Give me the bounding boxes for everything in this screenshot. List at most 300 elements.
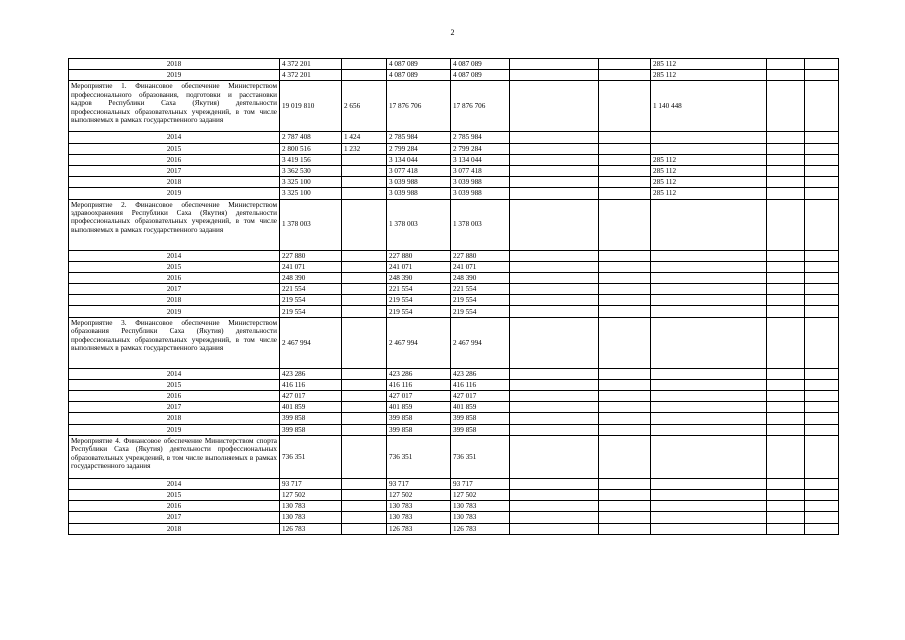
table-cell-v2	[342, 284, 387, 295]
table-cell-v4: 4 087 089	[451, 70, 510, 81]
table-cell-v2	[342, 154, 387, 165]
table-row-year	[69, 154, 839, 165]
table-cell-v1: 2 800 516	[280, 143, 342, 154]
table-cell-v3: 127 502	[387, 489, 451, 500]
table-cell-v9	[805, 284, 839, 295]
table-cell-v3: 1 378 003	[387, 199, 451, 250]
table-cell-v3: 427 017	[387, 391, 451, 402]
table-cell-v8	[767, 295, 805, 306]
table-cell-v8	[767, 489, 805, 500]
table-cell-v6	[599, 199, 651, 250]
table-cell-v7	[651, 523, 767, 534]
table-cell-v1: 3 419 156	[280, 154, 342, 165]
year-label: 2017	[69, 284, 280, 295]
table-row-year	[69, 132, 839, 143]
table-cell-v7	[651, 379, 767, 390]
table-cell-v6	[599, 391, 651, 402]
table-cell-v6	[599, 165, 651, 176]
table-cell-v2	[342, 413, 387, 424]
table-cell-v8	[767, 478, 805, 489]
table-cell-v9	[805, 70, 839, 81]
table-cell-v2	[342, 478, 387, 489]
table-cell-v3: 2 785 984	[387, 132, 451, 143]
table-cell-v4: 423 286	[451, 368, 510, 379]
table-cell-v9	[805, 489, 839, 500]
table-cell-v5	[510, 489, 599, 500]
table-cell-v6	[599, 478, 651, 489]
year-label: 2015	[69, 379, 280, 390]
table-row-measure	[69, 317, 839, 368]
table-cell-v1: 401 859	[280, 402, 342, 413]
table-cell-v5	[510, 478, 599, 489]
table-cell-v8	[767, 284, 805, 295]
table-cell-v8	[767, 143, 805, 154]
table-cell-v8	[767, 59, 805, 70]
table-cell-v7	[651, 424, 767, 435]
table-cell-v1: 219 554	[280, 306, 342, 317]
table-cell-v5	[510, 250, 599, 261]
table-cell-v7	[651, 143, 767, 154]
year-label: 2018	[69, 59, 280, 70]
table-cell-v6	[599, 177, 651, 188]
table-row-year	[69, 261, 839, 272]
table-cell-v6	[599, 512, 651, 523]
table-cell-v4: 93 717	[451, 478, 510, 489]
table-cell-v4: 3 039 988	[451, 188, 510, 199]
table-cell-v2	[342, 272, 387, 283]
table-cell-v6	[599, 81, 651, 132]
table-cell-v4: 401 859	[451, 402, 510, 413]
table-cell-v4: 248 390	[451, 272, 510, 283]
table-cell-v4: 219 554	[451, 306, 510, 317]
table-cell-v4: 3 134 044	[451, 154, 510, 165]
table-cell-v4: 3 077 418	[451, 165, 510, 176]
table-row-year	[69, 295, 839, 306]
table-cell-v8	[767, 81, 805, 132]
table-cell-v5	[510, 81, 599, 132]
table-cell-v1: 3 325 100	[280, 177, 342, 188]
table-cell-v6	[599, 402, 651, 413]
table-cell-v3: 241 071	[387, 261, 451, 272]
table-cell-v9	[805, 272, 839, 283]
table-cell-v9	[805, 81, 839, 132]
table-cell-v3: 219 554	[387, 295, 451, 306]
year-label: 2015	[69, 489, 280, 500]
table-cell-v1: 2 467 994	[280, 317, 342, 368]
table-cell-v3: 416 116	[387, 379, 451, 390]
table-cell-v8	[767, 391, 805, 402]
table-cell-v1: 736 351	[280, 435, 342, 478]
table-cell-v8	[767, 188, 805, 199]
table-cell-v2	[342, 435, 387, 478]
table-cell-v5	[510, 379, 599, 390]
year-label: 2016	[69, 391, 280, 402]
table-cell-v6	[599, 501, 651, 512]
table-cell-v9	[805, 59, 839, 70]
year-label: 2019	[69, 306, 280, 317]
table-cell-v6	[599, 132, 651, 143]
table-cell-v5	[510, 154, 599, 165]
table-cell-v7	[651, 402, 767, 413]
table-cell-v4: 17 876 706	[451, 81, 510, 132]
table-cell-v6	[599, 188, 651, 199]
table-cell-v1: 423 286	[280, 368, 342, 379]
table-cell-v4: 227 880	[451, 250, 510, 261]
table-cell-v8	[767, 317, 805, 368]
table-cell-v4: 416 116	[451, 379, 510, 390]
table-cell-v7	[651, 413, 767, 424]
table-cell-v5	[510, 512, 599, 523]
table-cell-v8	[767, 413, 805, 424]
table-cell-v8	[767, 199, 805, 250]
table-cell-v4: 2 785 984	[451, 132, 510, 143]
table-row-year	[69, 70, 839, 81]
table-cell-v5	[510, 435, 599, 478]
table-cell-v9	[805, 413, 839, 424]
table-row-year	[69, 188, 839, 199]
table-cell-v2	[342, 512, 387, 523]
year-label: 2017	[69, 512, 280, 523]
table-cell-v1: 2 787 408	[280, 132, 342, 143]
table-cell-v6	[599, 272, 651, 283]
table-row-year	[69, 489, 839, 500]
table-cell-v6	[599, 379, 651, 390]
table-cell-v3: 399 858	[387, 413, 451, 424]
table-cell-v8	[767, 165, 805, 176]
table-cell-v6	[599, 59, 651, 70]
table-cell-v5	[510, 424, 599, 435]
year-label: 2016	[69, 154, 280, 165]
table-cell-v5	[510, 59, 599, 70]
table-cell-v2	[342, 306, 387, 317]
year-label: 2015	[69, 261, 280, 272]
table-row-year	[69, 402, 839, 413]
table-row-year	[69, 523, 839, 534]
table-cell-v3: 4 087 089	[387, 59, 451, 70]
table-cell-v9	[805, 512, 839, 523]
table-cell-v2	[342, 424, 387, 435]
table-cell-v3: 423 286	[387, 368, 451, 379]
table-row-year	[69, 59, 839, 70]
table-cell-v9	[805, 379, 839, 390]
table-cell-v9	[805, 295, 839, 306]
table-cell-v5	[510, 132, 599, 143]
table-cell-v3: 227 880	[387, 250, 451, 261]
table-cell-v3: 130 783	[387, 512, 451, 523]
table-cell-v9	[805, 143, 839, 154]
table-cell-v1: 399 858	[280, 424, 342, 435]
table-cell-v4: 4 087 089	[451, 59, 510, 70]
table-cell-v7	[651, 261, 767, 272]
table-cell-v3: 3 134 044	[387, 154, 451, 165]
table-cell-v2	[342, 70, 387, 81]
table-cell-v9	[805, 177, 839, 188]
table-cell-v1: 248 390	[280, 272, 342, 283]
table-cell-v5	[510, 70, 599, 81]
table-cell-v4: 736 351	[451, 435, 510, 478]
table-cell-v7: 285 112	[651, 188, 767, 199]
table-row-year	[69, 379, 839, 390]
table-cell-v6	[599, 143, 651, 154]
table-cell-v9	[805, 132, 839, 143]
table-row-year	[69, 413, 839, 424]
table-cell-v2	[342, 402, 387, 413]
table-cell-v2	[342, 165, 387, 176]
table-cell-v5	[510, 501, 599, 512]
table-cell-v3: 399 858	[387, 424, 451, 435]
table-cell-v9	[805, 199, 839, 250]
table-cell-v4: 127 502	[451, 489, 510, 500]
table-cell-v6	[599, 295, 651, 306]
table-cell-v3: 3 039 988	[387, 177, 451, 188]
table-cell-v7	[651, 435, 767, 478]
table-cell-v4: 2 467 994	[451, 317, 510, 368]
table-cell-v7	[651, 368, 767, 379]
table-cell-v6	[599, 317, 651, 368]
year-label: 2019	[69, 70, 280, 81]
table-cell-v7	[651, 489, 767, 500]
table-cell-v4: 427 017	[451, 391, 510, 402]
table-cell-v5	[510, 413, 599, 424]
table-cell-v7	[651, 199, 767, 250]
table-cell-v1: 219 554	[280, 295, 342, 306]
table-cell-v5	[510, 368, 599, 379]
table-cell-v1: 1 378 003	[280, 199, 342, 250]
year-label: 2019	[69, 188, 280, 199]
table-cell-v7	[651, 512, 767, 523]
table-cell-v5	[510, 523, 599, 534]
table-cell-v1: 227 880	[280, 250, 342, 261]
table-cell-v1: 416 116	[280, 379, 342, 390]
table-cell-v9	[805, 306, 839, 317]
table-cell-v9	[805, 368, 839, 379]
table-cell-v9	[805, 478, 839, 489]
year-label: 2017	[69, 165, 280, 176]
table-cell-v2	[342, 295, 387, 306]
table-cell-v6	[599, 284, 651, 295]
table-cell-v1: 93 717	[280, 478, 342, 489]
table-cell-v5	[510, 143, 599, 154]
table-row-year	[69, 272, 839, 283]
table-cell-v6	[599, 306, 651, 317]
table-cell-v4: 221 554	[451, 284, 510, 295]
year-label: 2016	[69, 501, 280, 512]
table-cell-v2	[342, 501, 387, 512]
table-cell-v2: 2 656	[342, 81, 387, 132]
table-cell-v2: 1 232	[342, 143, 387, 154]
year-label: 2018	[69, 295, 280, 306]
year-label: 2018	[69, 413, 280, 424]
table-cell-v6	[599, 70, 651, 81]
table-cell-v7: 285 112	[651, 70, 767, 81]
year-label: 2018	[69, 523, 280, 534]
table-row-year	[69, 512, 839, 523]
table-row-year	[69, 368, 839, 379]
table-cell-v7	[651, 132, 767, 143]
measure-label: Мероприятие 1. Финансовое обеспечение Министерством профессионального образования, подготовки и расстановки кадров Республики Саха (Якутия) деятельности профессиональных образовательных учреждений, в том числе выполняемых в рамках государственного задания	[69, 81, 280, 132]
page-number: 2	[450, 28, 455, 37]
table-cell-v1: 126 783	[280, 523, 342, 534]
table-cell-v7: 285 112	[651, 154, 767, 165]
table-cell-v5	[510, 306, 599, 317]
table-cell-v7	[651, 250, 767, 261]
table-row-measure	[69, 81, 839, 132]
table-cell-v1: 3 325 100	[280, 188, 342, 199]
table-cell-v8	[767, 272, 805, 283]
table-cell-v9	[805, 402, 839, 413]
table-cell-v4: 2 799 284	[451, 143, 510, 154]
table-cell-v3: 401 859	[387, 402, 451, 413]
budget-table-body	[69, 59, 839, 535]
table-cell-v2	[342, 250, 387, 261]
table-cell-v3: 3 039 988	[387, 188, 451, 199]
table-cell-v1: 4 372 201	[280, 70, 342, 81]
table-cell-v8	[767, 523, 805, 534]
year-label: 2015	[69, 143, 280, 154]
table-row-year	[69, 478, 839, 489]
table-cell-v8	[767, 402, 805, 413]
table-cell-v2	[342, 523, 387, 534]
table-cell-v2	[342, 317, 387, 368]
table-cell-v7	[651, 391, 767, 402]
table-cell-v7	[651, 317, 767, 368]
table-cell-v7	[651, 284, 767, 295]
table-cell-v5	[510, 261, 599, 272]
table-cell-v1: 3 362 530	[280, 165, 342, 176]
table-cell-v8	[767, 501, 805, 512]
table-cell-v2	[342, 379, 387, 390]
table-cell-v6	[599, 435, 651, 478]
budget-table	[68, 58, 839, 535]
year-label: 2014	[69, 250, 280, 261]
table-row-year	[69, 165, 839, 176]
table-cell-v7: 285 112	[651, 165, 767, 176]
table-cell-v7: 1 140 448	[651, 81, 767, 132]
table-cell-v5	[510, 295, 599, 306]
year-label: 2014	[69, 368, 280, 379]
table-cell-v1: 427 017	[280, 391, 342, 402]
table-cell-v1: 221 554	[280, 284, 342, 295]
table-cell-v1: 130 783	[280, 512, 342, 523]
table-cell-v6	[599, 413, 651, 424]
table-cell-v6	[599, 261, 651, 272]
table-cell-v8	[767, 154, 805, 165]
table-cell-v3: 17 876 706	[387, 81, 451, 132]
table-cell-v5	[510, 391, 599, 402]
table-cell-v8	[767, 70, 805, 81]
table-cell-v1: 399 858	[280, 413, 342, 424]
table-cell-v2: 1 424	[342, 132, 387, 143]
table-cell-v8	[767, 435, 805, 478]
table-cell-v8	[767, 512, 805, 523]
table-cell-v9	[805, 165, 839, 176]
table-cell-v5	[510, 402, 599, 413]
table-cell-v7	[651, 478, 767, 489]
table-row-year	[69, 501, 839, 512]
table-cell-v2	[342, 59, 387, 70]
table-cell-v9	[805, 250, 839, 261]
table-cell-v6	[599, 489, 651, 500]
table-cell-v9	[805, 261, 839, 272]
table-cell-v1: 19 019 810	[280, 81, 342, 132]
table-cell-v3: 219 554	[387, 306, 451, 317]
table-cell-v1: 4 372 201	[280, 59, 342, 70]
year-label: 2019	[69, 424, 280, 435]
table-row-year	[69, 177, 839, 188]
table-cell-v3: 2 799 284	[387, 143, 451, 154]
table-cell-v9	[805, 501, 839, 512]
table-cell-v3: 3 077 418	[387, 165, 451, 176]
table-cell-v6	[599, 154, 651, 165]
measure-label: Мероприятие 4. Финансовое обеспечение Министерством спорта Республики Саха (Якутия) деятельности профессиональных образовательных учреждений, в том числе выполняемых в рамках государственного задания	[69, 435, 280, 478]
measure-label: Мероприятие 3. Финансовое обеспечение Министерством образования Республики Саха (Якутия) деятельности профессиональных образовательных учреждений, в том числе выполняемых в рамках государственного задания	[69, 317, 280, 368]
table-cell-v9	[805, 188, 839, 199]
table-cell-v5	[510, 165, 599, 176]
table-row-year	[69, 284, 839, 295]
table-cell-v3: 130 783	[387, 501, 451, 512]
table-cell-v9	[805, 424, 839, 435]
table-cell-v9	[805, 154, 839, 165]
table-cell-v6	[599, 523, 651, 534]
table-cell-v5	[510, 284, 599, 295]
table-cell-v8	[767, 368, 805, 379]
table-cell-v3: 4 087 089	[387, 70, 451, 81]
table-cell-v5	[510, 199, 599, 250]
table-cell-v6	[599, 424, 651, 435]
table-cell-v3: 2 467 994	[387, 317, 451, 368]
table-cell-v2	[342, 489, 387, 500]
table-cell-v1: 130 783	[280, 501, 342, 512]
table-cell-v9	[805, 317, 839, 368]
table-cell-v7	[651, 501, 767, 512]
table-cell-v2	[342, 177, 387, 188]
measure-label: Мероприятие 2. Финансовое обеспечение Министерством здравоохранения Республики Саха (Якутия) деятельности профессиональных образовательных учреждений, в том числе выполняемых в рамках государственного задания	[69, 199, 280, 250]
table-cell-v5	[510, 272, 599, 283]
table-cell-v8	[767, 132, 805, 143]
table-cell-v2	[342, 199, 387, 250]
table-cell-v3: 126 783	[387, 523, 451, 534]
table-cell-v3: 93 717	[387, 478, 451, 489]
table-cell-v4: 130 783	[451, 512, 510, 523]
table-cell-v7: 285 112	[651, 177, 767, 188]
table-cell-v4: 130 783	[451, 501, 510, 512]
table-cell-v5	[510, 177, 599, 188]
table-cell-v8	[767, 379, 805, 390]
table-cell-v5	[510, 188, 599, 199]
table-cell-v9	[805, 435, 839, 478]
table-cell-v1: 241 071	[280, 261, 342, 272]
table-cell-v8	[767, 261, 805, 272]
table-cell-v6	[599, 250, 651, 261]
table-cell-v4: 241 071	[451, 261, 510, 272]
table-cell-v9	[805, 523, 839, 534]
year-label: 2014	[69, 478, 280, 489]
table-cell-v7	[651, 306, 767, 317]
table-cell-v3: 736 351	[387, 435, 451, 478]
table-cell-v2	[342, 391, 387, 402]
year-label: 2016	[69, 272, 280, 283]
table-row-year	[69, 143, 839, 154]
table-cell-v6	[599, 368, 651, 379]
table-cell-v4: 399 858	[451, 424, 510, 435]
table-row-year	[69, 424, 839, 435]
table-cell-v7	[651, 272, 767, 283]
table-cell-v7	[651, 295, 767, 306]
table-row-measure	[69, 435, 839, 478]
table-cell-v5	[510, 317, 599, 368]
table-cell-v4: 1 378 003	[451, 199, 510, 250]
table-cell-v8	[767, 250, 805, 261]
